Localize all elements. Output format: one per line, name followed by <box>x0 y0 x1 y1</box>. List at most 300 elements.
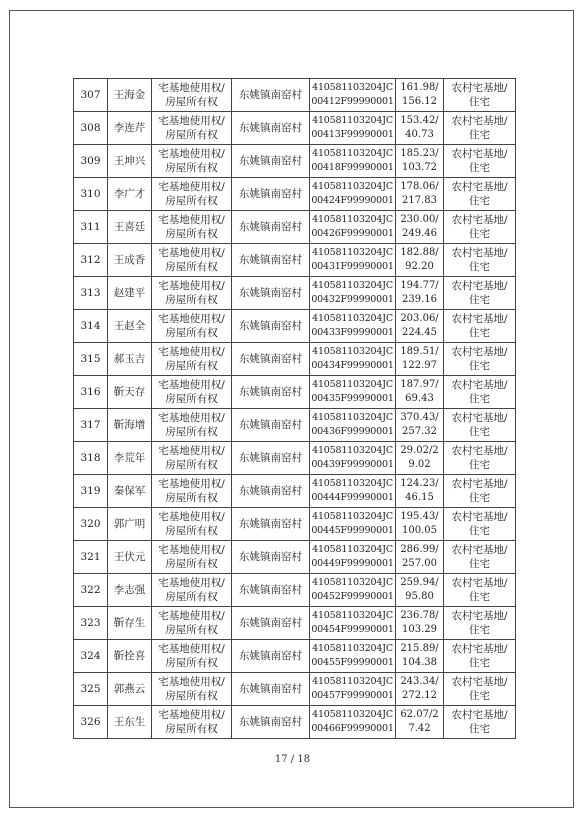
table-row <box>74 145 516 178</box>
unit-code-cell <box>310 442 396 475</box>
area-text: 195.43/ <box>400 511 439 522</box>
usage-text: 住宅 <box>469 96 490 108</box>
row-number-text: 316 <box>80 386 101 398</box>
usage-text: 农村宅基地/ <box>451 676 508 688</box>
unit-code-text: 00439F99990001 <box>311 459 394 470</box>
right-type-text: 宅基地使用权/ <box>158 280 225 292</box>
owner-name-cell <box>108 112 152 145</box>
row-number-cell <box>74 409 108 442</box>
table-row <box>74 277 516 310</box>
row-number-cell <box>74 706 108 739</box>
owner-name-text: 王赵全 <box>113 320 146 332</box>
area-text: 95.80 <box>405 591 434 602</box>
area-text: 103.72 <box>402 162 437 173</box>
unit-code-text: 410581103204JC <box>312 709 393 720</box>
unit-code-text: 00455F99990001 <box>311 657 394 668</box>
right-type-cell <box>152 343 232 376</box>
right-type-cell <box>152 79 232 112</box>
owner-name-cell <box>108 79 152 112</box>
row-number-cell <box>74 442 108 475</box>
location-cell <box>232 442 310 475</box>
area-text: 29.02/2 <box>400 445 439 456</box>
owner-name-cell <box>108 145 152 178</box>
table-row <box>74 376 516 409</box>
usage-text: 住宅 <box>469 261 490 273</box>
location-cell <box>232 343 310 376</box>
unit-code-text: 410581103204JC <box>312 511 393 522</box>
unit-code-text: 410581103204JC <box>312 643 393 654</box>
right-type-text: 房屋所有权 <box>165 426 218 438</box>
usage-cell <box>444 673 516 706</box>
owner-name-text: 李荒年 <box>113 452 146 464</box>
row-number-text: 318 <box>80 452 101 464</box>
owner-name-text: 靳海增 <box>113 419 146 431</box>
unit-code-cell <box>310 277 396 310</box>
location-cell <box>232 409 310 442</box>
location-text: 东姚镇南窑村 <box>239 353 302 365</box>
right-type-cell <box>152 442 232 475</box>
right-type-cell <box>152 574 232 607</box>
owner-name-text: 靳存生 <box>113 617 146 629</box>
area-cell <box>396 376 444 409</box>
unit-code-cell <box>310 376 396 409</box>
location-cell <box>232 574 310 607</box>
owner-name-text: 郭广明 <box>113 518 146 530</box>
row-number-text: 308 <box>80 122 101 134</box>
area-text: 185.23/ <box>400 148 439 159</box>
usage-text: 农村宅基地/ <box>451 610 508 622</box>
location-text: 东姚镇南窑村 <box>239 155 302 167</box>
unit-code-text: 410581103204JC <box>312 544 393 555</box>
right-type-text: 房屋所有权 <box>165 525 218 537</box>
unit-code-text: 410581103204JC <box>312 445 393 456</box>
area-cell <box>396 442 444 475</box>
unit-code-cell <box>310 574 396 607</box>
table-row <box>74 640 516 673</box>
owner-name-text: 王成香 <box>113 254 146 266</box>
location-cell <box>232 706 310 739</box>
area-text: 124.23/ <box>400 478 439 489</box>
location-text: 东姚镇南窑村 <box>239 188 302 200</box>
area-text: 239.16 <box>402 294 437 305</box>
row-number-cell <box>74 244 108 277</box>
table-row <box>74 244 516 277</box>
owner-name-text: 秦保军 <box>113 485 146 497</box>
area-text: 249.46 <box>402 228 437 239</box>
area-text: 161.98/ <box>400 82 439 93</box>
table-row <box>74 112 516 145</box>
right-type-text: 房屋所有权 <box>165 723 218 735</box>
right-type-text: 宅基地使用权/ <box>158 82 225 94</box>
unit-code-cell <box>310 640 396 673</box>
right-type-cell <box>152 706 232 739</box>
owner-name-cell <box>108 442 152 475</box>
unit-code-text: 00436F99990001 <box>311 426 394 437</box>
location-cell <box>232 79 310 112</box>
unit-code-cell <box>310 343 396 376</box>
area-text: 103.29 <box>402 624 437 635</box>
right-type-text: 宅基地使用权/ <box>158 148 225 160</box>
area-text: 272.12 <box>402 690 437 701</box>
right-type-text: 宅基地使用权/ <box>158 544 225 556</box>
usage-text: 农村宅基地/ <box>451 412 508 424</box>
area-text: 217.83 <box>402 195 437 206</box>
unit-code-text: 00452F99990001 <box>311 591 394 602</box>
row-number-text: 319 <box>80 485 101 497</box>
owner-name-cell <box>108 310 152 343</box>
right-type-text: 宅基地使用权/ <box>158 313 225 325</box>
usage-text: 住宅 <box>469 426 490 438</box>
unit-code-text: 410581103204JC <box>312 82 393 93</box>
area-cell <box>396 343 444 376</box>
area-text: 100.05 <box>402 525 437 536</box>
right-type-text: 宅基地使用权/ <box>158 445 225 457</box>
usage-cell <box>444 310 516 343</box>
right-type-text: 宅基地使用权/ <box>158 346 225 358</box>
area-cell <box>396 706 444 739</box>
right-type-cell <box>152 112 232 145</box>
unit-code-text: 00457F99990001 <box>311 690 394 701</box>
row-number-cell <box>74 277 108 310</box>
area-text: 194.77/ <box>400 280 439 291</box>
location-cell <box>232 178 310 211</box>
right-type-text: 宅基地使用权/ <box>158 676 225 688</box>
unit-code-text: 00445F99990001 <box>311 525 394 536</box>
owner-name-cell <box>108 673 152 706</box>
row-number-cell <box>74 607 108 640</box>
area-text: 259.94/ <box>400 577 439 588</box>
right-type-cell <box>152 409 232 442</box>
owner-name-cell <box>108 343 152 376</box>
unit-code-text: 00434F99990001 <box>311 360 394 371</box>
location-text: 东姚镇南窑村 <box>239 650 302 662</box>
owner-name-cell <box>108 409 152 442</box>
usage-cell <box>444 112 516 145</box>
area-text: 370.43/ <box>400 412 439 423</box>
unit-code-cell <box>310 706 396 739</box>
row-number-cell <box>74 112 108 145</box>
row-number-text: 326 <box>80 716 101 728</box>
row-number-text: 325 <box>80 683 101 695</box>
right-type-text: 房屋所有权 <box>165 360 218 372</box>
owner-name-cell <box>108 475 152 508</box>
owner-name-text: 李广才 <box>113 188 146 200</box>
area-text: 156.12 <box>402 96 437 107</box>
right-type-text: 房屋所有权 <box>165 96 218 108</box>
owner-name-cell <box>108 640 152 673</box>
area-cell <box>396 607 444 640</box>
unit-code-text: 410581103204JC <box>312 280 393 291</box>
row-number-cell <box>74 673 108 706</box>
usage-cell <box>444 442 516 475</box>
table-row <box>74 475 516 508</box>
usage-text: 农村宅基地/ <box>451 148 508 160</box>
area-cell <box>396 673 444 706</box>
unit-code-cell <box>310 211 396 244</box>
area-text: 7.42 <box>408 723 431 734</box>
area-cell <box>396 112 444 145</box>
usage-text: 农村宅基地/ <box>451 379 508 391</box>
unit-code-text: 410581103204JC <box>312 148 393 159</box>
owner-name-text: 李志强 <box>113 584 146 596</box>
area-text: 40.73 <box>405 129 434 140</box>
owner-name-cell <box>108 178 152 211</box>
usage-cell <box>444 574 516 607</box>
right-type-text: 房屋所有权 <box>165 195 218 207</box>
area-text: 257.00 <box>402 558 437 569</box>
area-cell <box>396 277 444 310</box>
unit-code-text: 410581103204JC <box>312 478 393 489</box>
area-text: 182.88/ <box>400 247 439 258</box>
usage-cell <box>444 178 516 211</box>
unit-code-text: 410581103204JC <box>312 115 393 126</box>
table-row <box>74 178 516 211</box>
owner-name-text: 王喜廷 <box>113 221 146 233</box>
right-type-text: 宅基地使用权/ <box>158 379 225 391</box>
unit-code-text: 410581103204JC <box>312 577 393 588</box>
owner-name-cell <box>108 508 152 541</box>
location-text: 东姚镇南窑村 <box>239 386 302 398</box>
row-number-cell <box>74 541 108 574</box>
area-cell <box>396 79 444 112</box>
right-type-cell <box>152 376 232 409</box>
owner-name-text: 靳天存 <box>113 386 146 398</box>
unit-code-text: 410581103204JC <box>312 676 393 687</box>
usage-cell <box>444 277 516 310</box>
right-type-text: 房屋所有权 <box>165 690 218 702</box>
row-number-text: 309 <box>80 155 101 167</box>
usage-cell <box>444 475 516 508</box>
row-number-text: 314 <box>80 320 101 332</box>
right-type-cell <box>152 244 232 277</box>
area-text: 46.15 <box>405 492 434 503</box>
owner-name-cell <box>108 244 152 277</box>
usage-cell <box>444 640 516 673</box>
area-text: 236.78/ <box>400 610 439 621</box>
owner-name-text: 靳拴喜 <box>113 650 146 662</box>
usage-text: 住宅 <box>469 228 490 240</box>
usage-text: 住宅 <box>469 657 490 669</box>
usage-text: 住宅 <box>469 393 490 405</box>
right-type-text: 宅基地使用权/ <box>158 412 225 424</box>
row-number-cell <box>74 475 108 508</box>
right-type-text: 房屋所有权 <box>165 657 218 669</box>
area-cell <box>396 574 444 607</box>
right-type-text: 宅基地使用权/ <box>158 709 225 721</box>
right-type-text: 房屋所有权 <box>165 459 218 471</box>
unit-code-cell <box>310 244 396 277</box>
table-row <box>74 541 516 574</box>
owner-name-cell <box>108 211 152 244</box>
area-text: 92.20 <box>405 261 434 272</box>
area-text: 257.32 <box>402 426 437 437</box>
location-cell <box>232 640 310 673</box>
right-type-text: 房屋所有权 <box>165 228 218 240</box>
usage-text: 农村宅基地/ <box>451 313 508 325</box>
usage-text: 农村宅基地/ <box>451 478 508 490</box>
location-cell <box>232 310 310 343</box>
location-text: 东姚镇南窑村 <box>239 617 302 629</box>
location-cell <box>232 541 310 574</box>
usage-text: 农村宅基地/ <box>451 280 508 292</box>
location-text: 东姚镇南窑村 <box>239 485 302 497</box>
area-text: 189.51/ <box>400 346 439 357</box>
row-number-cell <box>74 178 108 211</box>
table-row <box>74 706 516 739</box>
usage-text: 住宅 <box>469 459 490 471</box>
right-type-text: 房屋所有权 <box>165 129 218 141</box>
usage-text: 农村宅基地/ <box>451 181 508 193</box>
table-row <box>74 673 516 706</box>
location-text: 东姚镇南窑村 <box>239 419 302 431</box>
usage-text: 农村宅基地/ <box>451 577 508 589</box>
area-cell <box>396 178 444 211</box>
row-number-text: 315 <box>80 353 101 365</box>
area-text: 286.99/ <box>400 544 439 555</box>
area-text: 203.06/ <box>400 313 439 324</box>
unit-code-cell <box>310 178 396 211</box>
table-row <box>74 310 516 343</box>
right-type-text: 宅基地使用权/ <box>158 181 225 193</box>
area-text: 230.00/ <box>400 214 439 225</box>
area-cell <box>396 409 444 442</box>
location-text: 东姚镇南窑村 <box>239 452 302 464</box>
table-row <box>74 343 516 376</box>
area-text: 243.34/ <box>400 676 439 687</box>
row-number-cell <box>74 376 108 409</box>
row-number-text: 317 <box>80 419 101 431</box>
right-type-text: 房屋所有权 <box>165 294 218 306</box>
right-type-cell <box>152 541 232 574</box>
right-type-text: 房屋所有权 <box>165 162 218 174</box>
unit-code-text: 00431F99990001 <box>311 261 394 272</box>
unit-code-text: 410581103204JC <box>312 346 393 357</box>
usage-text: 住宅 <box>469 162 490 174</box>
area-text: 187.97/ <box>400 379 439 390</box>
unit-code-text: 00424F99990001 <box>311 195 394 206</box>
usage-cell <box>444 343 516 376</box>
right-type-text: 房屋所有权 <box>165 558 218 570</box>
unit-code-text: 00466F99990001 <box>311 723 394 734</box>
area-cell <box>396 541 444 574</box>
usage-text: 住宅 <box>469 195 490 207</box>
owner-name-text: 李连芹 <box>113 122 146 134</box>
location-text: 东姚镇南窑村 <box>239 518 302 530</box>
owner-name-text: 郭燕云 <box>113 683 146 695</box>
right-type-cell <box>152 508 232 541</box>
unit-code-cell <box>310 607 396 640</box>
unit-code-text: 00454F99990001 <box>311 624 394 635</box>
right-type-cell <box>152 607 232 640</box>
usage-text: 住宅 <box>469 360 490 372</box>
right-type-text: 房屋所有权 <box>165 624 218 636</box>
usage-text: 农村宅基地/ <box>451 214 508 226</box>
usage-cell <box>444 376 516 409</box>
usage-cell <box>444 409 516 442</box>
unit-code-text: 00444F99990001 <box>311 492 394 503</box>
table-row <box>74 508 516 541</box>
row-number-cell <box>74 211 108 244</box>
row-number-text: 323 <box>80 617 101 629</box>
usage-cell <box>444 145 516 178</box>
location-cell <box>232 211 310 244</box>
location-cell <box>232 277 310 310</box>
usage-cell <box>444 607 516 640</box>
usage-text: 住宅 <box>469 591 490 603</box>
area-text: 9.02 <box>408 459 431 470</box>
location-text: 东姚镇南窑村 <box>239 221 302 233</box>
unit-code-cell <box>310 475 396 508</box>
owner-name-cell <box>108 607 152 640</box>
usage-text: 农村宅基地/ <box>451 643 508 655</box>
location-text: 东姚镇南窑村 <box>239 122 302 134</box>
row-number-text: 310 <box>80 188 101 200</box>
usage-cell <box>444 706 516 739</box>
area-text: 178.06/ <box>400 181 439 192</box>
usage-cell <box>444 244 516 277</box>
area-cell <box>396 244 444 277</box>
row-number-text: 322 <box>80 584 101 596</box>
usage-text: 住宅 <box>469 525 490 537</box>
row-number-cell <box>74 640 108 673</box>
row-number-cell <box>74 508 108 541</box>
area-text: 224.45 <box>402 327 437 338</box>
unit-code-cell <box>310 673 396 706</box>
usage-text: 住宅 <box>469 294 490 306</box>
owner-name-text: 王伏元 <box>113 551 146 563</box>
area-cell <box>396 508 444 541</box>
table-row <box>74 79 516 112</box>
unit-code-cell <box>310 310 396 343</box>
usage-text: 农村宅基地/ <box>451 709 508 721</box>
right-type-text: 房屋所有权 <box>165 492 218 504</box>
unit-code-text: 00413F99990001 <box>311 129 394 140</box>
usage-text: 住宅 <box>469 492 490 504</box>
right-type-text: 宅基地使用权/ <box>158 115 225 127</box>
owner-name-cell <box>108 376 152 409</box>
right-type-cell <box>152 640 232 673</box>
unit-code-cell <box>310 112 396 145</box>
area-cell <box>396 145 444 178</box>
area-text: 122.97 <box>402 360 437 371</box>
location-cell <box>232 112 310 145</box>
usage-text: 农村宅基地/ <box>451 445 508 457</box>
area-text: 69.43 <box>405 393 434 404</box>
owner-name-text: 王坤兴 <box>113 155 146 167</box>
right-type-text: 宅基地使用权/ <box>158 511 225 523</box>
right-type-text: 房屋所有权 <box>165 327 218 339</box>
area-cell <box>396 211 444 244</box>
location-cell <box>232 673 310 706</box>
usage-cell <box>444 541 516 574</box>
usage-cell <box>444 211 516 244</box>
usage-cell <box>444 79 516 112</box>
right-type-text: 房屋所有权 <box>165 591 218 603</box>
unit-code-text: 00426F99990001 <box>311 228 394 239</box>
right-type-text: 宅基地使用权/ <box>158 247 225 259</box>
owner-name-cell <box>108 574 152 607</box>
unit-code-cell <box>310 409 396 442</box>
usage-text: 住宅 <box>469 558 490 570</box>
location-text: 东姚镇南窑村 <box>239 287 302 299</box>
usage-text: 农村宅基地/ <box>451 82 508 94</box>
usage-text: 住宅 <box>469 327 490 339</box>
location-cell <box>232 508 310 541</box>
location-text: 东姚镇南窑村 <box>239 89 302 101</box>
usage-text: 农村宅基地/ <box>451 346 508 358</box>
usage-text: 住宅 <box>469 129 490 141</box>
location-text: 东姚镇南窑村 <box>239 254 302 266</box>
